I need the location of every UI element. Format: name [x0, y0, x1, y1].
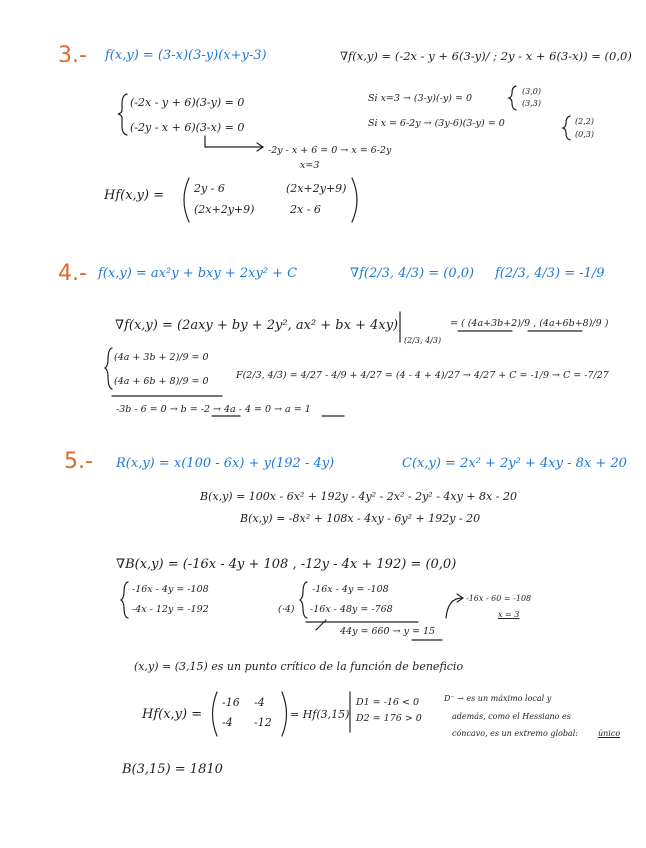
problem-4-gradient-evaluated: = ( (4a+3b+2)/9 , (4a+6b+8)/9 )	[450, 318, 609, 329]
p5-hessian-right-paren	[282, 692, 287, 736]
problem-5-scaled-eq1: -16x - 4y = -108	[312, 584, 389, 595]
problem-5-final-value: B(3,15) = 1810	[122, 762, 223, 777]
problem-5-benefit-simplified: B(x,y) = -8x² + 108x - 4xy - 6y² + 192y - 20	[240, 512, 481, 525]
problem-5-hessian-a12: -4	[254, 696, 265, 709]
problem-3-point-c: (2,2)	[575, 117, 594, 126]
problem-5-x-result: x = 3	[498, 610, 520, 619]
problem-3-gradient: ∇f(x,y) = (-2x - y + 6(3-y)/ ; 2y - x + 6(3-x)) = (0,0)	[340, 49, 632, 63]
p5-curved-arrow	[446, 598, 462, 618]
problem-5-critical-point: (x,y) = (3,15) es un punto crítico de la función de beneficio	[134, 660, 464, 673]
problem-3-case-1: Si x=3 → (3-y)(-y) = 0	[368, 93, 472, 104]
problem-5-multiplier: (·4)	[278, 604, 295, 615]
problem-3-hessian-label: Hf(x,y) =	[104, 188, 165, 203]
problem-4-system-eq1: (4a + 3b + 2)/9 = 0	[114, 352, 209, 363]
problem-3-system-eq2: (-2y - x + 6)(3-x) = 0	[130, 121, 245, 134]
problem-4-system-eq2: (4a + 6b + 8)/9 = 0	[114, 376, 209, 387]
p3-case2-brace	[563, 116, 570, 140]
problem-4-gradient: ∇f(x,y) = (2axy + by + 2y², ax² + bx + 4xy)	[115, 318, 399, 333]
problem-4-number: 4.-	[58, 261, 87, 286]
problem-5-hessian-at-point: = Hf(3,15)	[290, 708, 350, 721]
p5-system-brace	[121, 582, 128, 618]
problem-3-system-eq1: (-2x - y + 6)(3-y) = 0	[130, 96, 245, 109]
problem-3-case-2: Si x = 6-2y → (3y-6)(3-y) = 0	[368, 118, 505, 129]
problem-3-hessian-r1c1: 2y - 6	[194, 182, 225, 195]
problem-3-x-equals-3: x=3	[300, 160, 320, 171]
problem-4-value-condition: f(2/3, 4/3) = -1/9	[495, 266, 605, 281]
problem-5-cost: C(x,y) = 2x² + 2y² + 4xy - 8x + 20	[402, 456, 627, 471]
problem-5-system-eq1: -16x - 4y = -108	[132, 584, 209, 595]
problem-5-hessian-a21: -4	[222, 716, 233, 729]
problem-5-back-substitution: -16x - 60 = -108	[466, 594, 532, 603]
problem-3-hessian-r2c2: 2x - 6	[290, 203, 321, 216]
problem-5-minor-d1: D1 = -16 < 0	[356, 697, 420, 708]
problem-3-number: 3.-	[58, 43, 87, 68]
problem-5-conclusion-line3: cóncavo, es un extremo global:	[452, 729, 578, 738]
problem-3-function: f(x,y) = (3-x)(3-y)(x+y-3)	[105, 48, 267, 63]
problem-3-point-b: (3,3)	[522, 99, 541, 108]
p3-hessian-left-paren	[184, 178, 189, 222]
problem-4-result: -3b - 6 = 0 → b = -2 → 4a - 4 = 0 → a = 1	[116, 404, 311, 415]
p5-hessian-left-paren	[213, 692, 218, 736]
p5-scaled-system-brace	[300, 582, 307, 618]
problem-5-hessian-a11: -16	[222, 696, 240, 709]
problem-5-minor-d2: D2 = 176 > 0	[356, 713, 422, 724]
problem-5-conclusion-line1: D⁻ → es un máximo local y	[444, 694, 552, 703]
problem-5-y-result: 44y = 660 → y = 15	[340, 626, 436, 637]
problem-3-point-a: (3,0)	[522, 87, 541, 96]
problem-5-conclusion-line2: además, como el Hessiano es	[452, 712, 571, 721]
problem-5-hessian-a22: -12	[254, 716, 272, 729]
problem-4-f-evaluation: F(2/3, 4/3) = 4/27 - 4/9 + 4/27 = (4 - 4 + 4)/27 → 4/27 + C = -1/9 → C = -7/27	[236, 370, 609, 381]
p3-arrow-line	[205, 136, 262, 147]
problem-5-hessian-label: Hf(x,y) =	[142, 707, 203, 722]
problem-5-revenue: R(x,y) = x(100 - 6x) + y(192 - 4y)	[116, 456, 335, 471]
problem-3-point-d: (0,3)	[575, 130, 594, 139]
p3-hessian-right-paren	[352, 178, 357, 222]
problem-4-eval-point: (2/3, 4/3)	[404, 336, 442, 345]
problem-5-benefit-expanded: B(x,y) = 100x - 6x² + 192y - 4y² - 2x² - 2y² - 4xy + 8x - 20	[200, 490, 517, 503]
p3-case1-brace	[509, 86, 516, 110]
problem-4-gradient-condition: ∇f(2/3, 4/3) = (0,0)	[350, 266, 475, 281]
problem-3-hessian-r2c1: (2x+2y+9)	[194, 203, 255, 216]
problem-5-system-eq2: -4x - 12y = -192	[132, 604, 209, 615]
problem-3-hessian-r1c2: (2x+2y+9)	[286, 182, 347, 195]
problem-5-gradient: ∇B(x,y) = (-16x - 4y + 108 , -12y - 4x + 192) = (0,0)	[116, 557, 457, 572]
problem-4-function: f(x,y) = ax²y + bxy + 2xy² + C	[98, 266, 298, 281]
p3-system-brace	[118, 94, 127, 135]
problem-5-conclusion-unique: único	[598, 729, 621, 738]
problem-5-number: 5.-	[64, 449, 93, 474]
problem-3-substitution: -2y - x + 6 = 0 → x = 6-2y	[268, 145, 392, 156]
p4-system-brace	[105, 348, 112, 389]
problem-5-scaled-eq2: -16x - 48y = -768	[310, 604, 393, 615]
